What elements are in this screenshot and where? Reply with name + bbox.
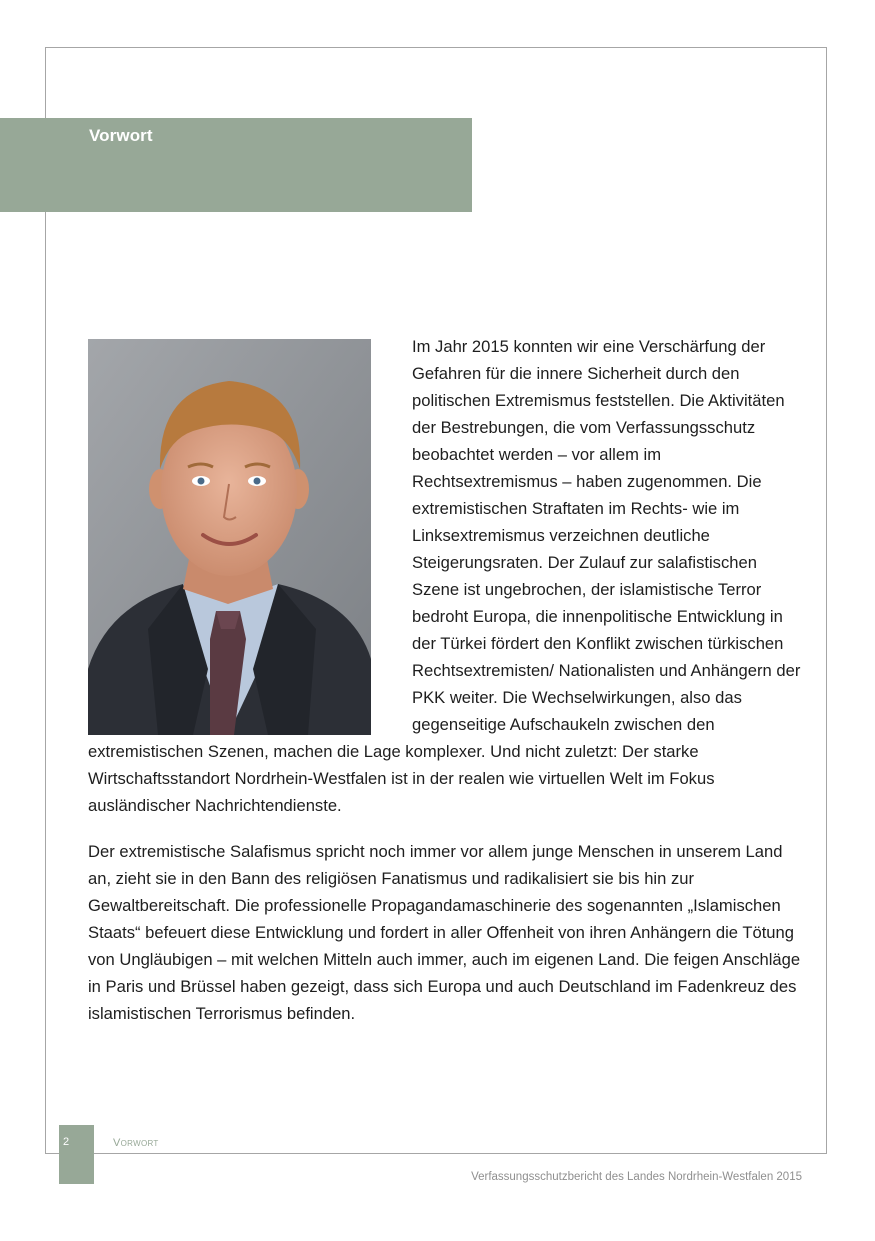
paragraph: Im Jahr 2015 konnten wir eine Verschärfung der Gefahren für die innere Sicherheit durch den politischen Extremismus feststellen. Die Aktivitäten der Bestrebungen, die vom Verfassungsschutz beobachtet werden – vor allem im Rechtsextremismus – haben zugenommen. Die extremistischen Straftaten im Rechts- wie im Linksextremismus verzeichnen deutliche Steigerungsraten. Der Zulauf zur salafistischen Szene ist ungebrochen, der islamistische Terror bedroht Europa, die innenpolitische Entwicklung in der Türkei fördert den Konflikt zwischen türkischen Rechtsextremisten/ Nationalisten und Anhängern der PKK weiter. Die Wechselwirkungen, also das gegenseitige Aufschaukeln zwischen den extremistischen Szenen, machen die Lage komplexer. Und nicht zuletzt: Der starke Wirtschaftsstandort Nordrhein-Westfalen ist in der realen wie virtuellen Welt im Fokus ausländischer Nachrichtendienste. <box>88 337 801 815</box>
section-title: Vorwort <box>89 126 153 145</box>
section-header-band <box>0 118 472 212</box>
running-head: Vorwort <box>113 1137 159 1149</box>
page-number-tab <box>59 1125 94 1184</box>
publication-title: Verfassungsschutzbericht des Landes Nordrhein-Westfalen 2015 <box>471 1171 802 1183</box>
page-number: 2 <box>63 1136 70 1148</box>
photo-wrap-spacer <box>88 333 412 737</box>
paragraph: Der extremistische Salafismus spricht noch immer vor allem junge Menschen in unserem Land an, zieht sie in den Bann des religiösen Fanatismus und radikalisiert sie bis hin zur Gewaltbereitschaft. Die professionelle Propagandamaschinerie des sogenannten „Islamischen Staats“ befeuert diese Entwicklung und fordert in aller Offenheit von ihren Anhängern die Tötung von Ungläubigen – mit welchen Mitteln auch immer, auch im eigenen Land. Die feigen Anschläge in Paris und Brüssel haben gezeigt, dass sich Europa und auch Deutschland im Fadenkreuz des islamistischen Terrorismus befinden. <box>88 842 801 1023</box>
foreword-body <box>88 333 804 1027</box>
